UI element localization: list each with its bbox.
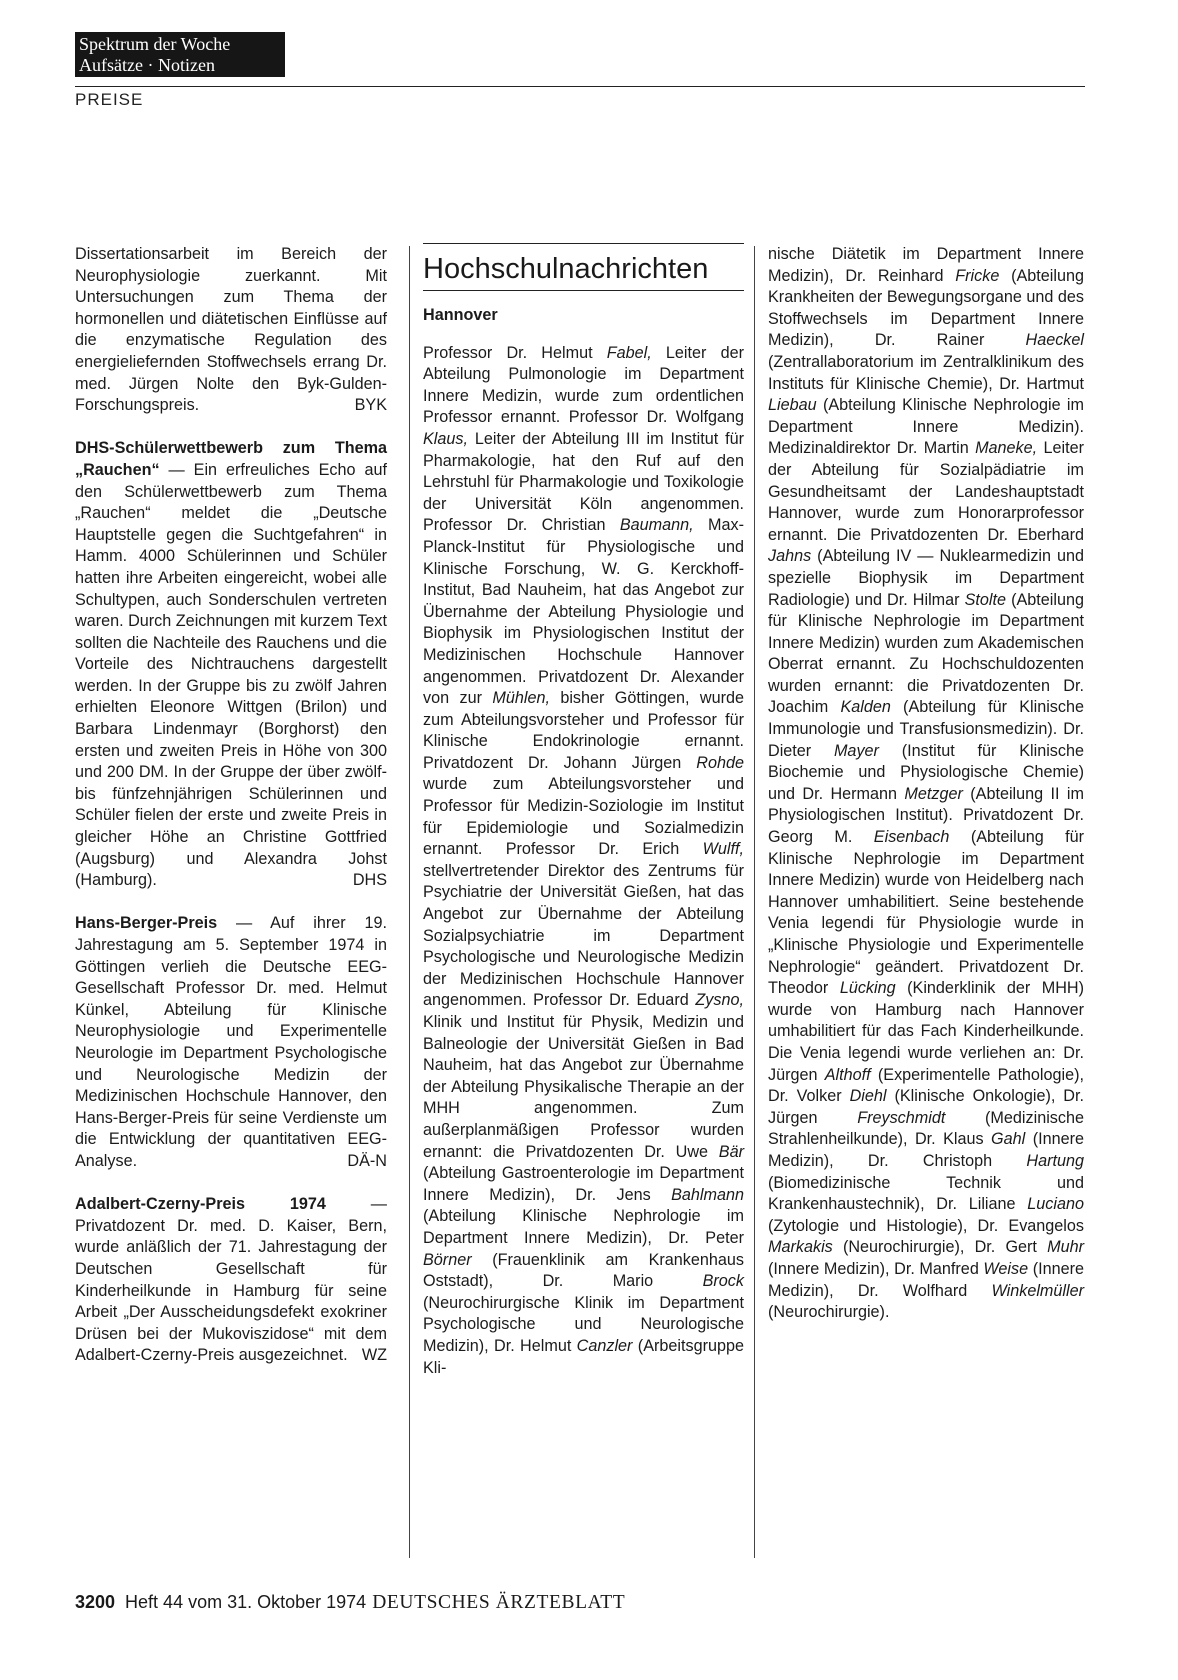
person-name: Mühlen,	[492, 689, 550, 708]
person-name: Brock	[702, 1272, 744, 1291]
person-name: Stolte	[964, 590, 1007, 609]
person-name: Winkelmüller	[991, 1281, 1084, 1300]
signature-dhs: DHS	[352, 871, 387, 890]
person-name: Lücking	[839, 979, 896, 998]
issue-info: Heft 44 vom 31. Oktober 1974	[125, 1592, 367, 1612]
paragraph-hochschul-cont: nische Diätetik im Department Innere Medizin), Dr. Reinhard Fricke (Abteilung Krankheiten der Bewegungsorgane und des Stoffwechsels im Department Innere Medizin), Dr. Rainer Haeckel (Zentrallaboratorium im Zentralklinikum des Instituts für Klinische Chemie), Dr. Hartmut Liebau (Abteilung Klinische Nephrologie im Department Innere Medizin). Medizinaldirektor Dr. Martin Maneke, Leiter der Abteilung für Sozialpädiatrie im Gesundheitsamt der Landeshauptstadt Hannover, wurde zum Honorarprofessor ernannt. Die Privatdozenten Dr. Eberhard Jahns (Abteilung IV — Nuklearmedizin und spezielle Biophysik im Department Radiologie) und Dr. Hilmar Stolte (Abteilung für Klinische Nephrologie im Department Innere Medizin) wurden zum Akademischen Oberrat ernannt. Zu Hochschuldozenten wurden ernannt: die Privatdozenten Dr. Joachim Kalden (Abteilung für Klinische Immunologie und Transfusionsmedizin). Dr. Dieter Mayer (Institut für Klinische Biochemie und Physiologische Chemie) und Dr. Hermann Metzger (Abteilung II im Physiologischen Institut). Privatdozent Dr. Georg M. Eisenbach (Abteilung für Klinische Nephrologie im Department Innere Medizin) wurde von Heidelberg nach Hannover umhabilitiert. Seine bestehende Venia legendi für Physiologie wurde in „Klinische Physiologie und Experimentelle Nephrologie“ geändert. Privatdozent Dr. Theodor Lücking (Kinderklinik der MHH) wurde von Hamburg nach Hannover umhabilitiert für das Fach Kinderheilkunde. Die Venia legendi wurde verliehen an: Dr. Jürgen Althoff (Experimentelle Pathologie), Dr. Volker Diehl (Klinische Onkologie), Dr. Jürgen Freyschmidt (Medizinische Strahlenheilkunde), Dr. Klaus Gahl (Innere Medizin), Dr. Christoph Hartung (Biomedizinische Technik und Krankenhaustechnik), Dr. Liliane Luciano (Zytologie und Histologie), Dr. Evangelos Markakis (Neurochirurgie), Dr. Gert Muhr (Innere Medizin), Dr. Manfred Weise (Innere Medizin), Dr. Wolfhard Winkelmüller (Neurochirurgie).	[768, 245, 1085, 1322]
person-name: Baumann,	[619, 516, 694, 535]
title-bottom-rule	[423, 290, 744, 291]
person-name: Fricke	[955, 266, 1000, 285]
person-name: Rohde	[696, 753, 744, 772]
column-2	[423, 243, 744, 1379]
person-name: Kalden	[840, 698, 891, 717]
person-name: Eisenbach	[873, 828, 950, 847]
person-name: Muhr	[1047, 1238, 1084, 1257]
person-name: Markakis	[768, 1238, 833, 1257]
person-name: Zysno,	[695, 991, 744, 1010]
signature-dae-n: DÄ-N	[347, 1151, 387, 1170]
column-1	[75, 244, 387, 1367]
person-name: Maneke,	[975, 439, 1038, 458]
person-name: Jahns	[768, 547, 812, 566]
person-name: Freyschmidt	[857, 1108, 946, 1127]
page-footer	[75, 1592, 625, 1614]
paragraph-dhs: DHS-Schülerwettbewerb zum Thema „Rauchen“ — Ein erfreuliches Echo auf den Schülerwettbewerb zum Thema „Rauchen“ meldet die „Deutsche Hauptstelle gegen die Suchtgefahren“ in Hamm. 4000 Schülerinnen und Schüler hatten ihre Arbeiten eingereicht, wobei alle Schultypen, auch Sonderschulen vertreten waren. Durch Zeichnungen mit kurzem Text sollten die Nachteile des Rauchens und die Vorteile des Nichtrauchens dargestellt werden. In der Gruppe bis zu zwölf Jahren erhielten Eleonore Wittgen (Brilon) und Barbara Lindenmayr (Borghorst) den ersten und zweiten Preis in Höhe von 300 und 200 DM. In der Gruppe der über zwölf- bis fünfzehnjährigen Schülerinnen und Schüler fielen der erste und zweite Preis in gleicher Höhe an Christine Gottfried (Augsburg) und Alexandra Johst (Hamburg). DHS	[75, 438, 387, 891]
person-name: Mayer	[833, 741, 879, 760]
person-name: Bär	[718, 1142, 744, 1161]
paragraph-byk: Dissertationsarbeit im Bereich der Neurophysiologie zuerkannt. Mit Untersuchungen zum Thema der hormonellen und diätetischen Einflüsse auf die enzymatische Regulation des energieliefernden Stoffwechsels errang Dr. med. Jürgen Nolte den Byk-Gulden-Forschungspreis. BYK	[75, 244, 387, 417]
journal-name: DEUTSCHES ÄRZTEBLATT	[372, 1592, 626, 1613]
badge-line-1: Spektrum der Woche	[79, 34, 231, 54]
title-top-rule	[423, 243, 744, 244]
lead-dhs: DHS-Schülerwettbewerb zum Thema „Rauchen“	[75, 439, 387, 479]
header-rule	[75, 86, 1085, 87]
person-name: Liebau	[768, 396, 817, 415]
badge-line-2: Aufsätze · Notizen	[79, 55, 215, 75]
person-name: Börner	[423, 1250, 472, 1269]
paragraph-hochschul: Professor Dr. Helmut Fabel, Leiter der Abteilung Pulmonologie im Department Innere Medizin, wurde zum ordentlichen Professor ernannt. Professor Dr. Wolfgang Klaus, Leiter der Abteilung III im Institut für Pharmakologie, hat den Ruf auf den Lehrstuhl für Pharmakologie und Toxikologie der Universität Köln angenommen. Professor Dr. Christian Baumann, Max-Planck-Institut für Physiologische und Klinische Forschung, W. G. Kerckhoff-Institut, Bad Nauheim, hat das Angebot zur Übernahme der Abteilung Physiologie und Biophysik im Physiologischen Institut der Medizinischen Hochschule Hannover angenommen. Privatdozent Dr. Alexander von zur Mühlen, bisher Göttingen, wurde zum Abteilungsvorsteher und Professor für Klinische Endokrinologie ernannt. Privatdozent Dr. Johann Jürgen Rohde wurde zum Abteilungsvorsteher und Professor für Medizin-Soziologie im Institut für Epidemiologie und Sozialmedizin ernannt. Professor Dr. Erich Wulff, stellvertretender Direktor des Zentrums für Psychiatrie der Universität Gießen, hat das Angebot zur Übernahme der Abteilung Sozialpsychiatrie im Department Psychologische und Neurologische Medizin der Medizinischen Hochschule Hannover angenommen. Professor Dr. Eduard Zysno, Klinik und Institut für Physik, Medizin und Balneologie der Universität Gießen in Bad Nauheim, hat das Angebot zur Übernahme der Abteilung Physikalische Therapie an der MHH angenommen. Zum außerplanmäßigen Professor wurden ernannt: die Privatdozenten Dr. Uwe Bär (Abteilung Gastroenterologie im Department Innere Medizin), Dr. Jens Bahlmann (Abteilung Klinische Nephrologie im Department Innere Medizin), Dr. Peter Börner (Frauenklinik am Krankenhaus Oststadt), Dr. Mario Brock (Neurochirurgische Klinik im Department Psychologische und Neurologische Medizin), Dr. Helmut Canzler (Arbeitsgruppe Kli-	[423, 343, 744, 1377]
lead-hans-berger: Hans-Berger-Preis	[75, 914, 218, 933]
person-name: Gahl	[991, 1130, 1026, 1149]
person-name: Klaus,	[423, 429, 468, 448]
paragraph-czerny: Adalbert-Czerny-Preis 1974 — Privatdozent Dr. med. D. Kaiser, Bern, wurde anläßlich der 71. Jahrestagung der Deutschen Gesellschaft für Kinderheilkunde in Hamburg für seine Arbeit „Der Ausscheidungsdefekt exokriner Drüsen bei der Mukoviszidose“ mit dem Adalbert-Czerny-Preis ausgezeichnet. WZ	[75, 1194, 387, 1367]
person-name: Althoff	[824, 1065, 871, 1084]
person-name: Wulff,	[702, 840, 744, 859]
paragraph-hans-berger: Hans-Berger-Preis — Auf ihrer 19. Jahrestagung am 5. September 1974 in Göttingen verlieh die Deutsche EEG-Gesellschaft Professor Dr. med. Helmut Künkel, Abteilung für Klinische Neurophysiologie und Experimentelle Neurologie im Department Psychologische und Neurologische Medizin der Medizinischen Hochschule Hannover, den Hans-Berger-Preis für seine Verdienste um die Entwicklung der quantitativen EEG-Analyse. DÄ-N	[75, 913, 387, 1172]
signature-byk: BYK	[354, 396, 387, 415]
person-name: Hartung	[1026, 1151, 1084, 1170]
signature-wz: WZ	[361, 1346, 387, 1365]
person-name: Luciano	[1027, 1195, 1084, 1214]
person-name: Diehl	[849, 1087, 887, 1106]
column-divider-1	[409, 246, 410, 1558]
section-label: PREISE	[75, 90, 144, 109]
column-3	[768, 244, 1084, 1324]
page-number: 3200	[75, 1592, 116, 1612]
person-name: Canzler	[576, 1336, 633, 1355]
section-badge	[75, 32, 285, 77]
person-name: Weise	[983, 1259, 1029, 1278]
lead-czerny: Adalbert-Czerny-Preis 1974	[75, 1195, 326, 1214]
subheading-hannover: Hannover	[423, 306, 498, 324]
column-divider-2	[754, 246, 755, 1558]
person-name: Metzger	[904, 784, 963, 803]
article-title: Hochschulnachrichten	[423, 253, 709, 285]
person-name: Bahlmann	[671, 1185, 744, 1204]
person-name: Haeckel	[1025, 331, 1084, 350]
person-name: Fabel,	[606, 343, 652, 362]
